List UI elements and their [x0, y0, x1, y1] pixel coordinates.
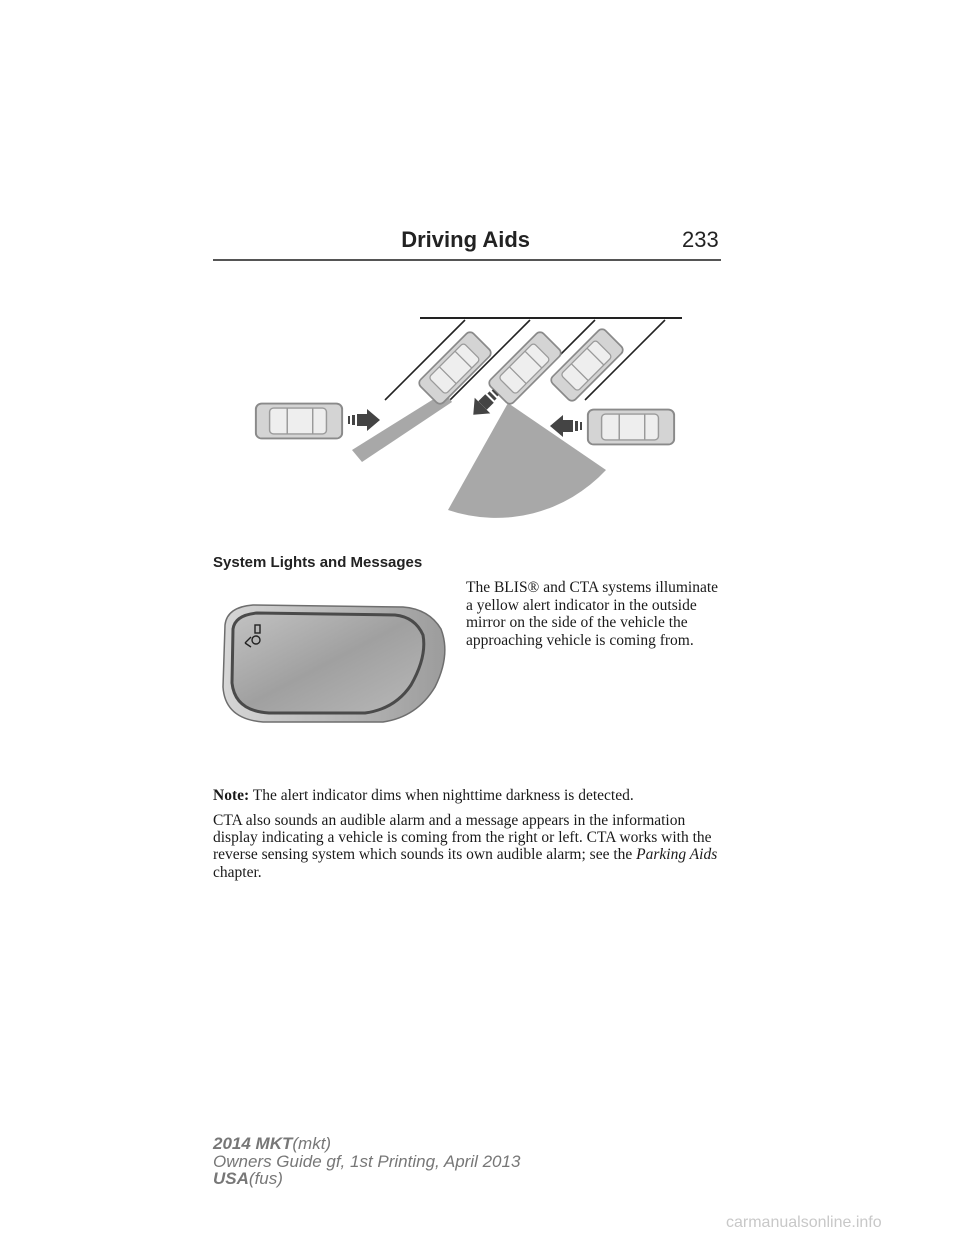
parked-car-reversing — [487, 330, 563, 406]
cta-alarm-paragraph — [213, 812, 733, 881]
note-paragraph — [213, 787, 721, 805]
footer-model-code: (mkt) — [292, 1134, 332, 1153]
footer-edition: Owners Guide gf, 1st Printing, April 2013 — [213, 1151, 521, 1171]
page-number: 233 — [682, 227, 719, 252]
approaching-car-right — [588, 410, 674, 445]
parked-car — [549, 327, 625, 403]
watermark: carmanualsonline.info — [726, 1214, 882, 1231]
approaching-car-left — [256, 404, 342, 439]
footer-model: 2014 MKT — [213, 1134, 293, 1153]
side-mirror-illustration — [213, 595, 453, 735]
page-header-title: Driving Aids — [401, 227, 530, 252]
mirror-glass — [232, 613, 424, 713]
footer-market-code: (fus) — [248, 1169, 283, 1188]
section-heading: System Lights and Messages — [213, 554, 423, 571]
footer-market: USA — [213, 1169, 249, 1188]
parking-aids-reference: Parking Aids — [636, 846, 718, 864]
note-text: The alert indicator dims when nighttime darkness is detected. — [252, 787, 634, 804]
detection-zone-rear — [448, 403, 606, 518]
indicator-description: The BLIS® and CTA systems illuminate a yellow alert indicator in the outside mirror on the side of the vehicle the approaching vehicle is coming from. — [466, 579, 719, 649]
arrow-right-icon — [348, 409, 380, 431]
paragraph-text-end: chapter. — [213, 863, 262, 881]
header-divider — [213, 259, 721, 261]
paragraph-text: CTA also sounds an audible alarm and a message appears in the information display indicating a vehicle is coming from the right or left. CTA works with the reverse sensing system which sounds its own audible alarm; see the — [213, 812, 712, 864]
cross-traffic-alert-illustration — [240, 310, 700, 525]
note-label: Note: — [213, 787, 250, 804]
arrow-left-icon — [550, 415, 582, 437]
page-footer — [213, 1135, 520, 1188]
